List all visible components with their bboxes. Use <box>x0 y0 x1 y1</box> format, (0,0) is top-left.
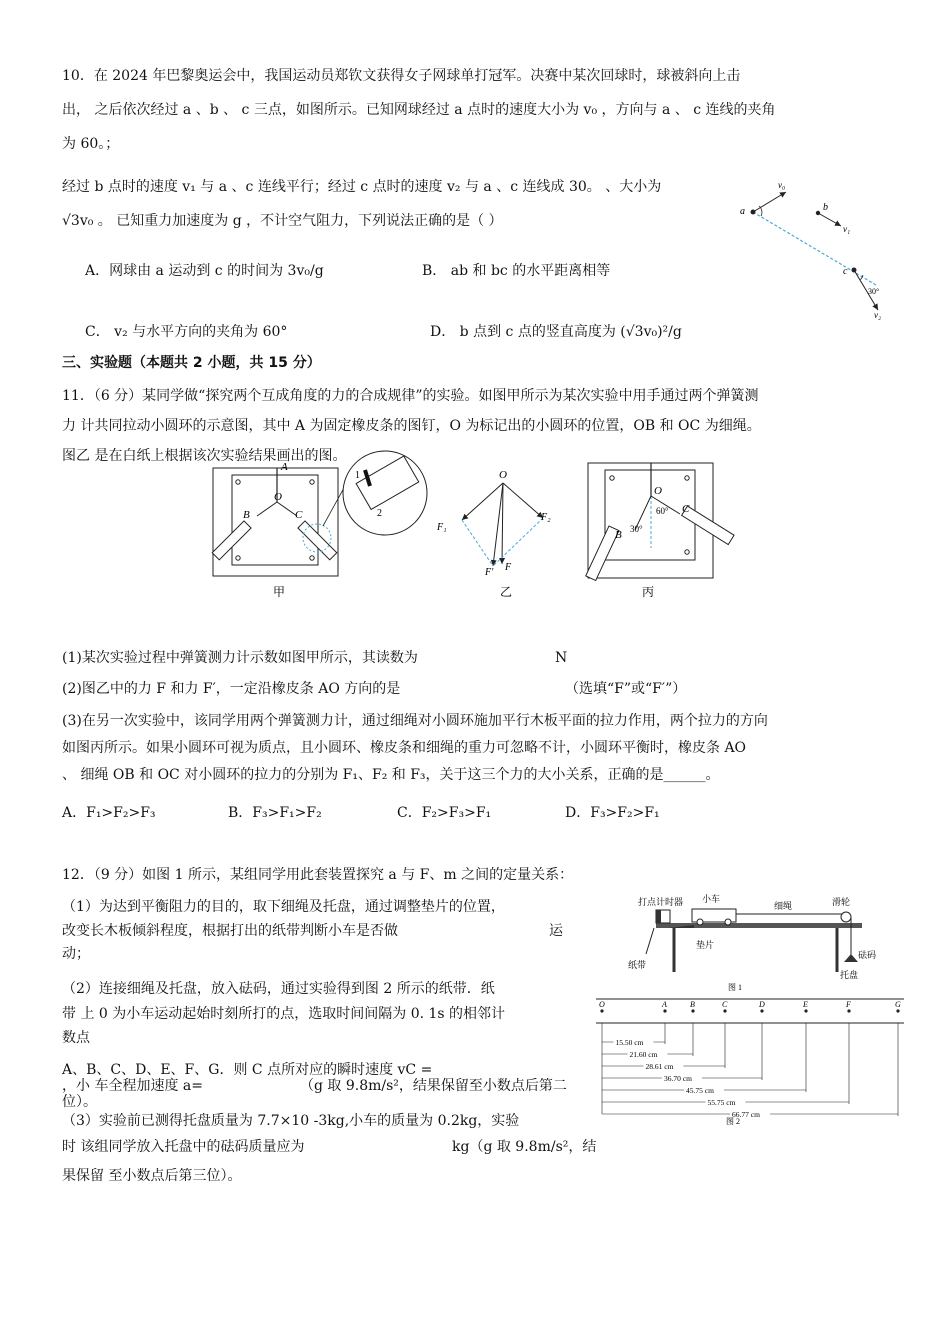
tape-point-o <box>600 1009 603 1012</box>
q11-option-b: B．F₃>F₁>F₂ <box>228 805 322 821</box>
tape-label-f: F <box>846 1000 851 1009</box>
q11-part1-unit: N <box>555 650 568 666</box>
bing-label-C: C <box>682 503 690 515</box>
q11-option-d: D．F₃>F₂>F₁ <box>565 805 660 821</box>
q11-line1: 11．（6 分）某同学做“探究两个互成角度的力的合成规律”的实验。如图甲所示为某次实验中用手通过两个弹簧测 <box>62 388 759 404</box>
bing-label-O: O <box>654 485 662 497</box>
scale-mark-2: 2 <box>377 508 382 519</box>
fig1-caption: 图 1 <box>728 983 742 992</box>
q10-label-b: b <box>823 202 828 213</box>
tape-label-b: B <box>690 1000 695 1009</box>
yi-label-F: F <box>505 562 512 573</box>
q10-option-c: C． v₂ 与水平方向的夹角为 60° <box>85 324 288 340</box>
tape-point-d <box>760 1009 763 1012</box>
tape-label-d: D <box>759 1000 765 1009</box>
q11-part1: (1)某次实验过程中弹簧测力计示数如图甲所示，其读数为 <box>62 650 418 666</box>
q12-part3-line1: （3）实验前已测得托盘质量为 7.7×10 -3kg,小车的质量为 0.2kg，实验 <box>62 1113 520 1129</box>
tape-point-c <box>723 1009 726 1012</box>
q10-option-b: B． ab 和 bc 的水平距离相等 <box>422 263 611 279</box>
q11-part3-line1: (3)在另一次实验中，该同学用两个弹簧测力计，通过细绳对小圆环施加平行木板平面的拉力作用，两个拉力的方向 <box>62 713 768 729</box>
fig1-timer: 打点计时器 <box>638 897 684 907</box>
tape-distance-3: 28.61 cm <box>645 1062 674 1071</box>
q11-part2: (2)图乙中的力 F 和力 F′，一定沿橡皮条 AO 方向的是 <box>62 681 401 697</box>
jia-label-B: B <box>243 509 250 521</box>
fig1-tray: 托盘 <box>840 970 859 980</box>
q10-line5: √3v₀ 。 已知重力加速度为 g ，不计空气阻力，下列说法正确的是（ ） <box>62 213 503 229</box>
tape-label-c: C <box>722 1000 728 1009</box>
section3-title: 三、实验题（本题共 2 小题，共 15 分） <box>62 355 321 371</box>
fig1-tape: 纸带 <box>628 960 647 970</box>
q12-part1-line2: 改变长木板倾斜程度，根据打出的纸带判断小车是否做 <box>62 923 398 939</box>
tape-distance-6: 55.75 cm <box>707 1098 736 1107</box>
figure-bing <box>586 463 734 599</box>
q11-line2: 力 计共同拉动小圆环的示意图，其中 A 为固定橡皮条的图钉，O 为标记出的小圆环的位置，OB 和 OC 为细绳。 <box>62 418 761 434</box>
q12-line1: 12．（9 分）如图 1 所示，某组同学用此套装置探究 a 与 F、m 之间的定量关系： <box>62 867 574 883</box>
q10-label-v2: v₂ <box>874 310 882 320</box>
q10-label-a: a <box>740 206 745 217</box>
fig1-cart: 小车 <box>702 894 721 904</box>
q10-label-v1: v₁ <box>843 224 851 234</box>
q12-part2-line3: 数点 <box>62 1030 90 1046</box>
q12-part2-line1: （2）连接细绳及托盘，放入砝码，通过实验得到图 2 所示的纸带．纸 <box>62 981 495 997</box>
tape-distance-1: 15.50 cm <box>615 1038 644 1047</box>
q10-line3: 为 60。； <box>62 136 120 152</box>
q12-part3-line3: 果保留 至小数点后第三位）。 <box>62 1168 242 1184</box>
tape-point-g <box>896 1009 899 1012</box>
figure-yi <box>436 469 551 599</box>
q12-part2-line4: A、B、C、D、E、F、G．则 C 点所对应的瞬时速度 vC = <box>62 1062 433 1078</box>
q11-part2-hint: （选填“F”或“F′”） <box>565 681 687 697</box>
q10-figure <box>728 170 908 320</box>
yi-label-F2: F₂ <box>541 512 551 523</box>
yi-label-O: O <box>499 469 507 481</box>
q11-part3-line2: 如图丙所示。如果小圆环可视为质点，且小圆环、橡皮条和细绳的重力可忽略不计，小圆环平衡时，橡皮条 AO <box>62 740 747 756</box>
jia-label-C: C <box>295 509 303 521</box>
q12-figure2 <box>592 996 908 1130</box>
q12-part2-line5b: （g 取 9.8m/s²，结果保留至小数点后第二 <box>300 1078 567 1094</box>
bing-caption: 丙 <box>642 585 655 599</box>
q12-figure1 <box>624 892 894 992</box>
fig1-pad: 垫片 <box>696 940 715 950</box>
q12-part1-line3: 动； <box>62 946 90 962</box>
q11-figures <box>205 448 745 603</box>
q10-option-d: D． b 点到 c 点的竖直高度为 (√3v₀)²/g <box>430 324 682 340</box>
jia-caption: 甲 <box>273 585 286 599</box>
q11-option-a: A．F₁>F₂>F₃ <box>62 805 156 821</box>
q10-line2: 出， 之后依次经过 a 、b 、 c 三点，如图所示。已知网球经过 a 点时的速度大小为 v₀ ，方向与 a 、 c 连线的夹角 <box>62 102 776 118</box>
tape-distance-4: 36.70 cm <box>664 1074 692 1083</box>
tape-label-o: O <box>599 1000 605 1009</box>
q11-part3-line3: 、 细绳 OB 和 OC 对小圆环的拉力的分别为 F₁、F₂ 和 F₃，关于这三个力的大小关系，正确的是______。 <box>62 767 720 783</box>
q12-part2-line6: 位）。 <box>62 1094 97 1110</box>
q12-part1-line1: （1）为达到平衡阻力的目的，取下细绳及托盘，通过调整垫片的位置， <box>62 899 505 915</box>
bing-label-60: 60° <box>656 506 669 516</box>
tape-label-g: G <box>895 1000 901 1009</box>
yi-caption: 乙 <box>500 585 513 599</box>
q12-part3-line2b: kg（g 取 9.8m/s²，结 <box>452 1139 597 1155</box>
q12-part1-line2b: 运 <box>549 923 563 939</box>
fig1-weight: 砝码 <box>858 950 877 960</box>
q12-part2-line5: ，小 车全程加速度 a= <box>62 1078 203 1094</box>
q10-line1: 10．在 2024 年巴黎奥运会中，我国运动员郑钦文获得女子网球单打冠军。决赛中某次回球时，球被斜向上击 <box>62 68 741 84</box>
tape-point-b <box>691 1009 694 1012</box>
tape-point-e <box>804 1009 807 1012</box>
yi-label-Fp: F′ <box>485 567 494 578</box>
tape-distance-2: 21.60 cm <box>629 1050 658 1059</box>
fig2-caption: 图 2 <box>726 1117 740 1126</box>
q10-label-30: 30° <box>868 287 880 296</box>
fig1-rope: 细绳 <box>774 901 793 911</box>
q11-option-c: C．F₂>F₃>F₁ <box>397 805 492 821</box>
tape-distance-7: 66.77 cm <box>732 1110 760 1119</box>
bing-label-B: B <box>615 529 622 541</box>
q10-line4: 经过 b 点时的速度 v₁ 与 a 、c 连线平行；经过 c 点时的速度 v₂ 与 a 、c 连线成 30。 、大小为 <box>62 179 662 195</box>
tape-point-f <box>847 1009 850 1012</box>
yi-label-F1: F₁ <box>437 522 447 533</box>
q10-option-a: A．网球由 a 运动到 c 的时间为 3v₀/g <box>85 263 324 279</box>
tape-label-e: E <box>803 1000 808 1009</box>
q10-label-c: c <box>843 266 848 277</box>
tape-point-a <box>663 1009 666 1012</box>
q12-part3-line2: 时 该组同学放入托盘中的砝码质量应为 <box>62 1139 305 1155</box>
tape-label-a: A <box>662 1000 667 1009</box>
jia-label-O: O <box>274 491 282 503</box>
bing-label-30: 30° <box>630 524 643 534</box>
fig1-pulley: 滑轮 <box>832 897 851 907</box>
tape-distance-5: 45.75 cm <box>686 1086 714 1095</box>
scale-mark-1: 1 <box>355 470 360 481</box>
figure-jia <box>212 451 427 599</box>
q11-line3: 图乙 是在白纸上根据该次实验结果画出的图。 <box>62 448 347 464</box>
q12-part2-line2: 带 上 0 为小车运动起始时刻所打的点，选取时间间隔为 0. 1s 的相邻计 <box>62 1006 506 1022</box>
q10-label-v0: v₀ <box>778 180 786 190</box>
jia-label-A: A <box>281 461 288 473</box>
